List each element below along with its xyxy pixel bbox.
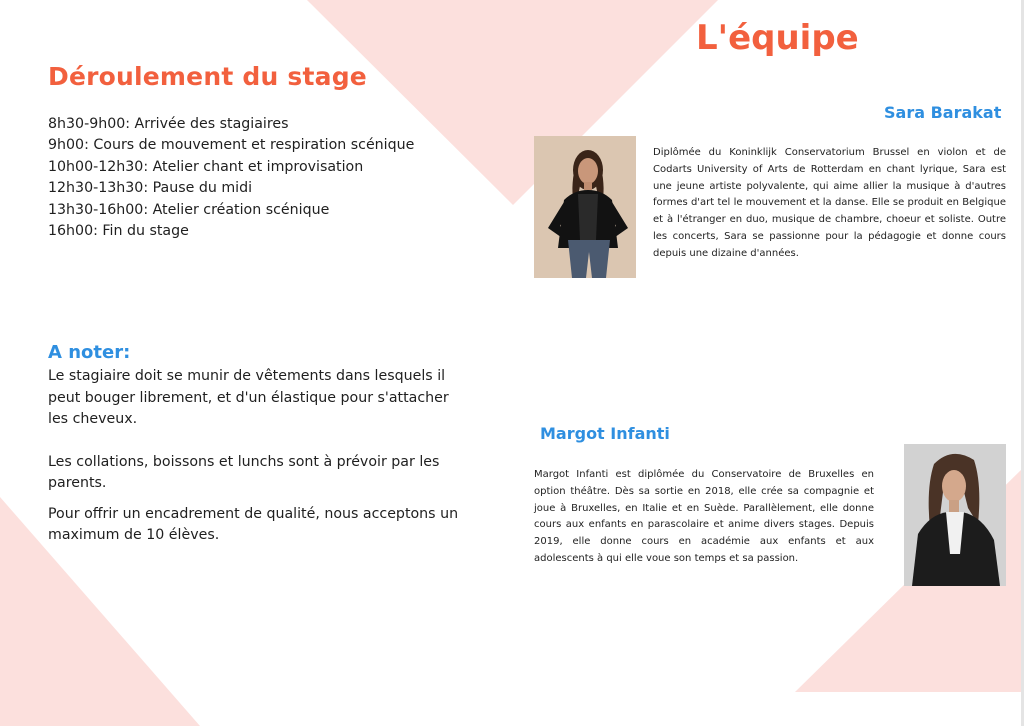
member-name-margot: Margot Infanti: [540, 424, 670, 443]
member-photo-margot: [904, 444, 1006, 586]
schedule-item: 10h00-12h30: Atelier chant et improvisation: [48, 158, 364, 175]
schedule-item: 9h00: Cours de mouvement et respiration scénique: [48, 137, 415, 154]
schedule-title: Déroulement du stage: [48, 62, 367, 91]
member-bio-sara: Diplômée du Koninklijk Conservatorium Brussel en violon et de Codarts University of Arts de Rotterdam en chant lyrique, Sara est une jeune artiste polyvalente, qui aime allier la musique à d'autres formes d'art tel le mouvement et la danse. Elle se produit en Belgique et à l'étranger en duo, musique de chambre, choeur et soliste. Outre les concerts, Sara se passionne pour la pédagogie et donne cours depuis une dizaine d'années.: [653, 147, 1006, 259]
schedule-item: 16h00: Fin du stage: [48, 223, 189, 240]
note-paragraph: Les collations, boissons et lunchs sont à prévoir par les parents.: [48, 453, 440, 491]
notes-title: A noter:: [48, 342, 131, 363]
schedule-item: 8h30-9h00: Arrivée des stagiaires: [48, 116, 289, 132]
note-paragraph: Pour offrir un encadrement de qualité, nous acceptons un maximum de 10 élèves.: [48, 505, 459, 543]
member-photo-sara: [534, 136, 636, 278]
team-title: L'équipe: [696, 18, 859, 58]
schedule-item: 13h30-16h00: Atelier création scénique: [48, 201, 330, 218]
member-bio-margot: Margot Infanti est diplômée du Conservatoire de Bruxelles en option théâtre. Dès sa sortie en 2018, elle crée sa compagnie et joue à Bruxelles, en Italie et en Suède. Parallèlement, elle donne cours aux enfants en parascolaire et anime divers stages. Depuis 2019, elle donne cours en académie aux enfants et aux adolescents à qui elle voue son temps et sa passion.: [534, 469, 874, 564]
notes-body: [48, 366, 468, 547]
schedule-list: [48, 114, 488, 242]
portrait-illustration: [904, 444, 1006, 586]
portrait-illustration: [534, 136, 636, 278]
note-paragraph: Le stagiaire doit se munir de vêtements dans lesquels il peut bouger librement, et d'un élastique pour s'attacher les cheveux.: [48, 368, 449, 427]
schedule-item: 12h30-13h30: Pause du midi: [48, 180, 253, 197]
member-name-sara: Sara Barakat: [884, 103, 1002, 122]
